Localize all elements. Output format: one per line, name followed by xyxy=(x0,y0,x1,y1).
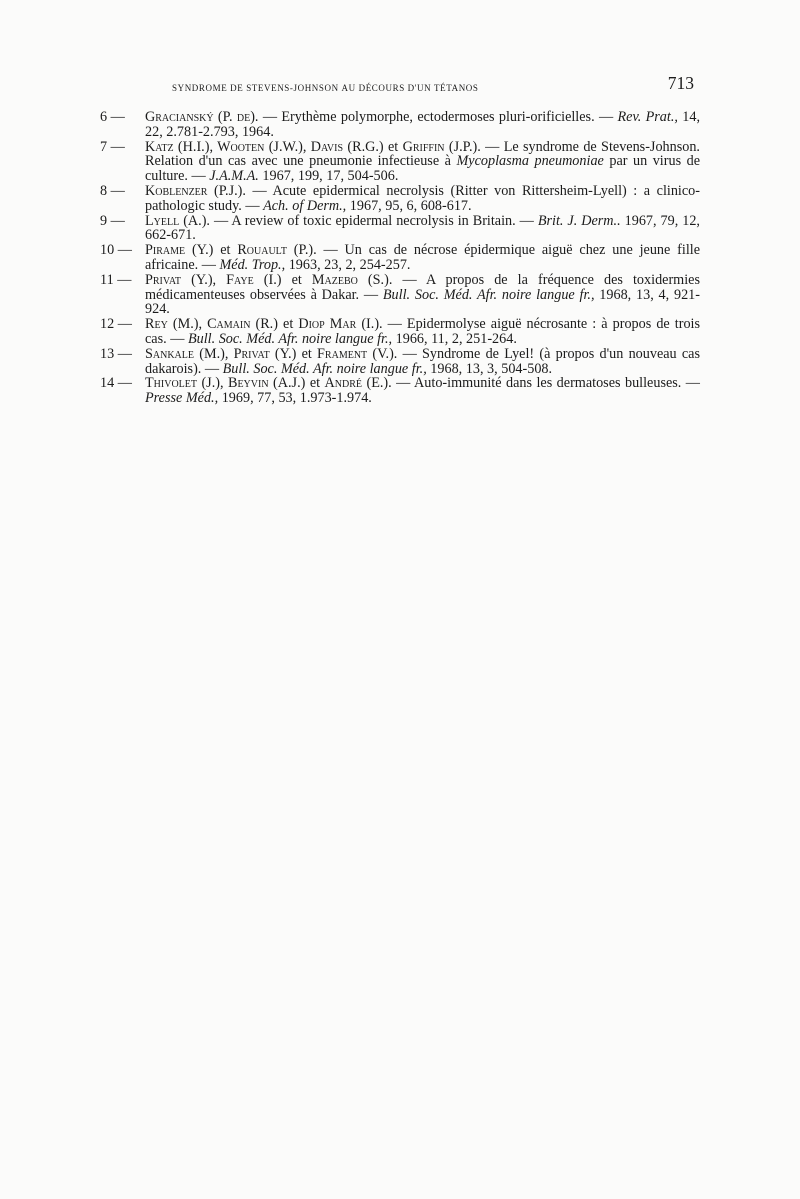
reference-authors: Griffin (J.P.). xyxy=(402,138,481,155)
reference-journal: Presse Méd., xyxy=(145,390,219,407)
reference-authors: Gracianský (P. de). xyxy=(145,109,259,125)
reference-journal: Brit. J. Derm.. xyxy=(537,212,621,229)
reference-item xyxy=(100,317,700,347)
reference-authors: Rouault (P.). xyxy=(237,242,317,259)
reference-segment: — A review of toxic epidermal necrolysis in Britain. — xyxy=(209,212,538,229)
reference-segment: 1966, 11, 2, 251-264. xyxy=(392,330,517,347)
reference-item xyxy=(100,140,700,184)
reference-item xyxy=(100,376,700,406)
reference-authors: Pirame (Y.) xyxy=(145,242,214,259)
reference-journal: Rev. Prat., xyxy=(617,109,678,125)
reference-segment: — Auto-immunité dans les dermatoses bulleuses. — xyxy=(391,375,700,392)
reference-number: 10 — xyxy=(100,242,132,259)
reference-segment: et xyxy=(281,271,312,288)
reference-text xyxy=(145,243,700,273)
reference-segment: 1967, 199, 17, 504-506. xyxy=(258,168,399,185)
page-number: 713 xyxy=(667,73,694,93)
reference-segment: 1967, 95, 6, 608-617. xyxy=(346,197,472,214)
reference-authors: André (E.). xyxy=(324,375,392,392)
reference-journal: Bull. Soc. Méd. Afr. noire langue fr., xyxy=(222,360,427,377)
reference-segment: 1969, 77, 53, 1.973-1.974. xyxy=(218,390,372,407)
reference-authors: Privat (Y.), Faye (I.) xyxy=(145,271,282,288)
reference-item xyxy=(100,273,700,317)
reference-segment: — A propos de la fréquence des toxidermies médicamenteuses observées à Dakar. — xyxy=(145,271,700,303)
reference-item xyxy=(100,214,700,244)
reference-number: 11 — xyxy=(100,271,132,288)
reference-segment: — Un cas de nécrose épidermique aiguë chez une jeune fille africaine. — xyxy=(145,242,700,273)
reference-segment: — Erythème polymorphe, ectodermoses pluri-orificielles. — xyxy=(258,109,618,125)
reference-authors: Katz (H.I.), Wooten (J.W.), Davis (R.G.) xyxy=(145,138,384,155)
running-title: syndrome de stevens-johnson au décours d'un tétanos xyxy=(172,79,479,94)
reference-segment: 14, 22, 2.781-2.793, 1964. xyxy=(145,109,701,140)
reference-authors: Rey (M.), Camain (R.) xyxy=(145,316,278,333)
reference-text xyxy=(145,376,700,406)
reference-segment: et xyxy=(277,316,299,333)
reference-authors: Mazebo (S.). xyxy=(311,271,393,288)
reference-segment: 1968, 13, 4, 921-924. xyxy=(145,286,700,318)
reference-authors: Lyell (A.). xyxy=(145,212,210,229)
reference-number: 8 — xyxy=(100,182,125,199)
reference-segment: — Acute epidermical necrolysis (Ritter von Rittersheim-Lyell) : a clinico-pathologic study. — xyxy=(145,182,700,214)
reference-text xyxy=(145,110,700,140)
reference-item xyxy=(100,184,700,214)
reference-journal: Ach. of Derm., xyxy=(263,197,347,214)
reference-authors: Diop Mar (I.). xyxy=(298,316,383,333)
reference-text xyxy=(145,214,700,244)
reference-journal: J.A.M.A. xyxy=(209,168,259,185)
reference-number: 12 — xyxy=(100,316,132,333)
reference-authors: Thivolet (J.), Beyvin (A.J.) xyxy=(145,375,306,392)
reference-journal: Mycoplasma pneumoniae xyxy=(456,153,604,170)
reference-segment: et xyxy=(383,138,403,155)
reference-authors: Frament (V.). xyxy=(317,345,398,362)
reference-list xyxy=(100,110,700,406)
reference-segment: et xyxy=(296,345,318,362)
reference-text xyxy=(145,317,700,347)
reference-segment: 1963, 23, 2, 254-257. xyxy=(285,256,411,273)
reference-segment: 1968, 13, 3, 504-508. xyxy=(426,360,553,377)
reference-segment: — Epidermolyse aiguë nécrosante : à propos de trois cas. — xyxy=(145,316,700,347)
reference-segment: et xyxy=(305,375,325,392)
reference-segment: — Le syndrome de Stevens-Johnson. Relation d'un cas avec une pneumonie infectieuse à xyxy=(145,138,700,170)
reference-segment: et xyxy=(213,242,238,259)
reference-text xyxy=(145,273,700,317)
reference-item xyxy=(100,243,700,273)
reference-journal: Bull. Soc. Méd. Afr. noire langue fr., xyxy=(187,330,393,347)
reference-segment: 1967, 79, 12, 662-671. xyxy=(145,212,700,244)
reference-number: 13 — xyxy=(100,345,132,362)
reference-authors: Sankale (M.), Privat (Y.) xyxy=(145,345,297,362)
reference-segment: — Syndrome de Lyel! (à propos d'un nouveau cas dakarois). — xyxy=(145,345,700,377)
reference-text xyxy=(145,184,700,214)
reference-authors: Koblenzer (P.J.). xyxy=(145,182,246,199)
reference-number: 9 — xyxy=(100,212,125,229)
reference-item xyxy=(100,347,700,377)
reference-journal: Méd. Trop., xyxy=(219,256,286,273)
reference-number: 14 — xyxy=(100,375,132,392)
reference-number: 7 — xyxy=(100,138,125,155)
reference-text xyxy=(145,140,700,184)
reference-journal: Bull. Soc. Méd. Afr. noire langue fr., xyxy=(382,286,595,303)
reference-segment: par un virus de culture. — xyxy=(145,153,701,185)
reference-text xyxy=(145,347,700,377)
reference-item xyxy=(100,110,700,140)
reference-number: 6 — xyxy=(100,109,125,125)
running-header xyxy=(172,73,694,101)
